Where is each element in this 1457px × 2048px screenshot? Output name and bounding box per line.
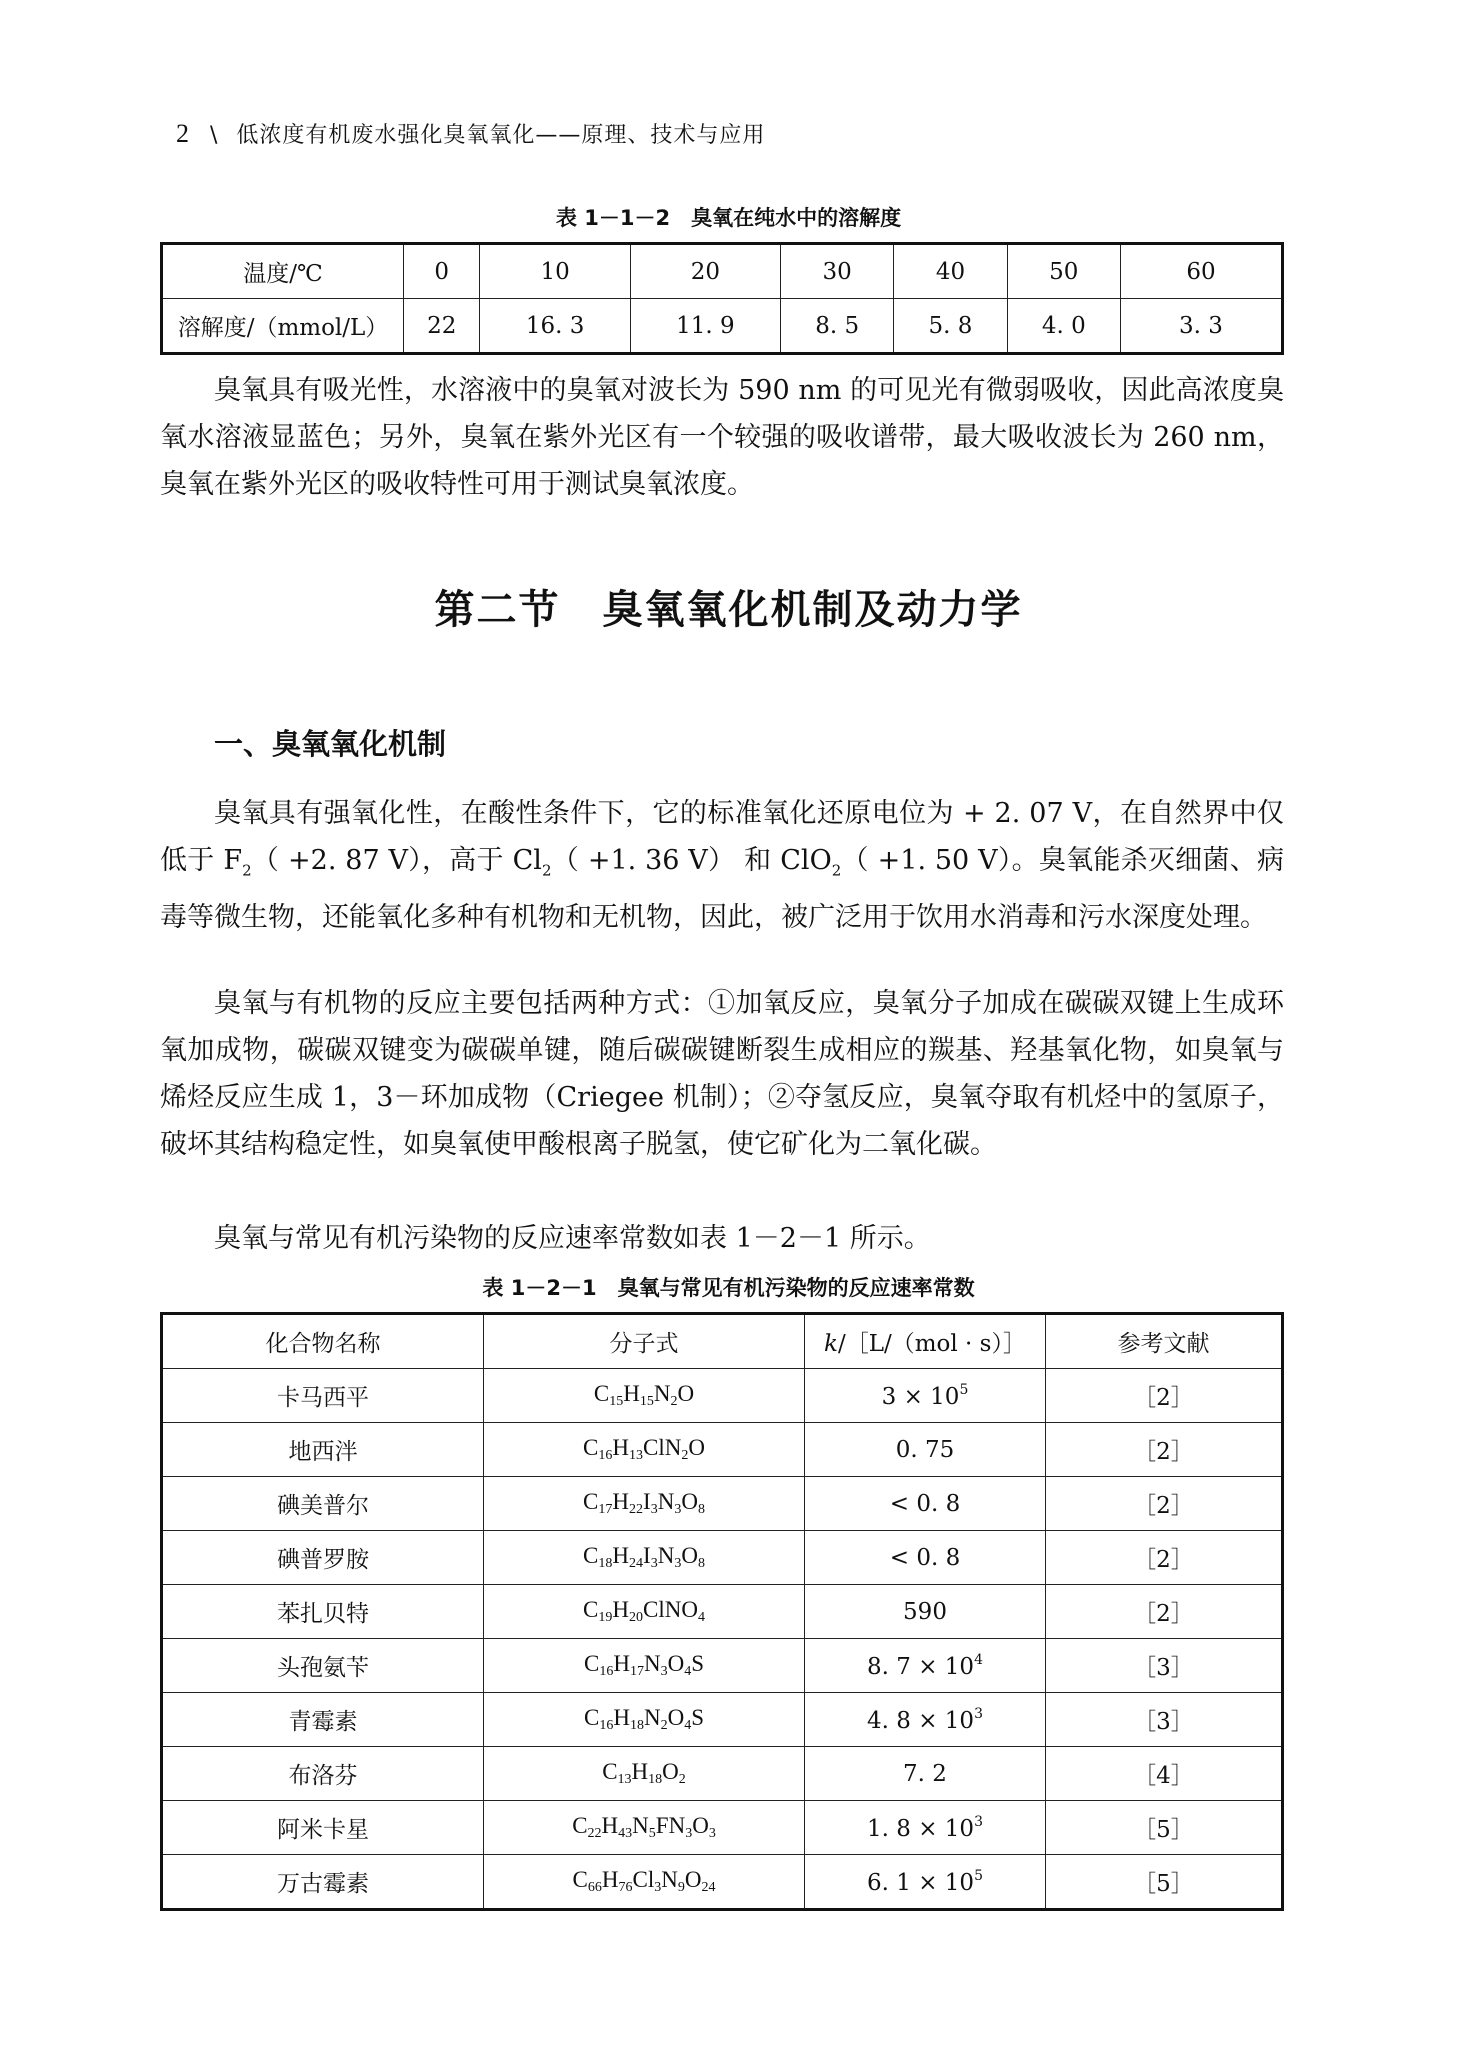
header-reference: 参考文献: [1046, 1314, 1283, 1369]
header-rate-constant: [805, 1314, 1046, 1369]
reference-cell: ［3］: [1046, 1639, 1283, 1693]
table-row: [162, 1423, 1283, 1477]
reference-cell: ［2］: [1046, 1423, 1283, 1477]
section-title: 第二节 臭氧氧化机制及动力学: [434, 586, 1023, 633]
paragraph-reactions: 臭氧与有机物的反应主要包括两种方式：①加氧反应，臭氧分子加成在碳碳双键上生成环氧加成物，碳碳双键变为碳碳单键，随后碳碳键断裂生成相应的羰基、羟基氧化物，如臭氧与烯烃反应生成 1，3－环加成物（Criegee 机制）；②夺氢反应，臭氧夺取有机烃中的氢原子，破坏其结构稳定性，如臭氧使甲酸根离子脱氢，使它矿化为二氧化碳。: [160, 988, 1284, 1160]
rate-constant-cell: 0. 75: [805, 1423, 1046, 1477]
temp-cell: 40: [894, 244, 1007, 299]
solubility-label: 溶解度/（mmol/L）: [162, 299, 404, 354]
reference-cell: ［2］: [1046, 1531, 1283, 1585]
rate-constant-table: [160, 1312, 1284, 1911]
cl2-subscript: 2: [541, 861, 552, 880]
table1-caption: 表 1－1－2 臭氧在纯水中的溶解度: [555, 206, 902, 230]
reference-cell: ［5］: [1046, 1801, 1283, 1855]
rate-constant-cell: 590: [805, 1585, 1046, 1639]
paragraph-table-ref: 臭氧与常见有机污染物的反应速率常数如表 1－2－1 所示。: [214, 1223, 931, 1254]
solubility-row: [162, 299, 1283, 354]
solubility-cell: 8. 5: [781, 299, 894, 354]
formula-cell: $C_{16}H_{18}N_2O_4S$: [484, 1693, 805, 1747]
solubility-cell: 16. 3: [480, 299, 630, 354]
table2-caption: 表 1－2－1 臭氧与常见有机污染物的反应速率常数: [482, 1276, 975, 1300]
rate-constant-cell: 8. $7 \times 10^4$: [805, 1639, 1046, 1693]
compound-name-cell: 青霉素: [162, 1693, 484, 1747]
rate-constant-cell: 4. $8 \times 10^3$: [805, 1693, 1046, 1747]
solubility-cell: 11. 9: [630, 299, 780, 354]
table-row: [162, 1531, 1283, 1585]
rate-constant-cell: < 0. 8: [805, 1531, 1046, 1585]
reference-cell: ［2］: [1046, 1369, 1283, 1423]
k-unit: /［L/（mol · s）］: [837, 1331, 1026, 1357]
paragraph-oxidation: [160, 790, 1284, 941]
header-formula: 分子式: [484, 1314, 805, 1369]
clo2-subscript: 2: [831, 861, 842, 880]
solubility-cell: 4. 0: [1007, 299, 1120, 354]
reference-cell: ［5］: [1046, 1855, 1283, 1910]
reference-cell: ［4］: [1046, 1747, 1283, 1801]
formula-cell: $C_{17}H_{22}I_3N_3O_8$: [484, 1477, 805, 1531]
compound-name-cell: 阿米卡星: [162, 1801, 484, 1855]
reference-cell: ［3］: [1046, 1693, 1283, 1747]
compound-name-cell: 苯扎贝特: [162, 1585, 484, 1639]
table-row: [162, 1855, 1283, 1910]
compound-name-cell: 万古霉素: [162, 1855, 484, 1910]
compound-name-cell: 头孢氨苄: [162, 1639, 484, 1693]
table-row: [162, 1801, 1283, 1855]
para2-text-1: 臭氧具有强氧化性，在酸性条件下，它的标准氧化还原电位为 + 2. 07 V，在自然界中仅低于 F: [160, 798, 1284, 876]
solubility-cell: 3. 3: [1121, 299, 1283, 354]
paragraph-absorption: 臭氧具有吸光性，水溶液中的臭氧对波长为 590 nm 的可见光有微弱吸收，因此高浓度臭氧水溶液显蓝色；另外，臭氧在紫外光区有一个较强的吸收谱带，最大吸收波长为 260 nm，臭氧在紫外光区的吸收特性可用于测试臭氧浓度。: [160, 375, 1284, 500]
formula-cell: $C_{66}H_{76}Cl_3N_9O_{24}$: [484, 1855, 805, 1910]
temperature-label: 温度/℃: [162, 244, 404, 299]
reference-cell: ［2］: [1046, 1477, 1283, 1531]
compound-name-cell: 布洛芬: [162, 1747, 484, 1801]
compound-name-cell: 地西泮: [162, 1423, 484, 1477]
table-row: [162, 1747, 1283, 1801]
para2-text-2: （ +2. 87 V），高于 Cl: [251, 845, 542, 876]
table2-header-row: [162, 1314, 1283, 1369]
temp-cell: 10: [480, 244, 630, 299]
solubility-cell: 5. 8: [894, 299, 1007, 354]
temp-cell: 30: [781, 244, 894, 299]
compound-name-cell: 碘美普尔: [162, 1477, 484, 1531]
header-separator: \: [210, 123, 219, 148]
compound-name-cell: 卡马西平: [162, 1369, 484, 1423]
formula-cell: $C_{19}H_{20}ClNO_4$: [484, 1585, 805, 1639]
solubility-cell: 22: [404, 299, 480, 354]
header-compound-name: 化合物名称: [162, 1314, 484, 1369]
temp-cell: 50: [1007, 244, 1120, 299]
subsection-title: 一、臭氧氧化机制: [214, 727, 447, 761]
temperature-row: [162, 244, 1283, 299]
formula-cell: $C_{16}H_{13}ClN_2O$: [484, 1423, 805, 1477]
temp-cell: 60: [1121, 244, 1283, 299]
formula-cell: $C_{18}H_{24}I_3N_3O_8$: [484, 1531, 805, 1585]
running-header: [176, 118, 765, 149]
temp-cell: 0: [404, 244, 480, 299]
para2-text-3: （ +1. 36 V） 和 ClO: [551, 845, 832, 876]
formula-cell: $C_{13}H_{18}O_2$: [484, 1747, 805, 1801]
table-row: [162, 1477, 1283, 1531]
formula-cell: $C_{16}H_{17}N_3O_4S$: [484, 1639, 805, 1693]
rate-constant-cell: $3 \times 10^5$: [805, 1369, 1046, 1423]
page-number: 2: [176, 119, 190, 148]
f2-subscript: 2: [242, 861, 252, 880]
rate-constant-cell: < 0. 8: [805, 1477, 1046, 1531]
compound-name-cell: 碘普罗胺: [162, 1531, 484, 1585]
formula-cell: $C_{22}H_{43}N_5FN_3O_3$: [484, 1801, 805, 1855]
para2-text-4: （ +1. 50 V）。臭氧能杀灭细菌、病毒等微生物，还能氧化多种有机物和无机物，因此，被广泛用于饮用水消毒和污水深度处理。: [160, 845, 1284, 934]
table-row: [162, 1639, 1283, 1693]
solubility-table: [160, 242, 1284, 355]
formula-cell: $C_{15}H_{15}N_2O$: [484, 1369, 805, 1423]
temp-cell: 20: [630, 244, 780, 299]
book-title: 低浓度有机废水强化臭氧氧化——原理、技术与应用: [236, 123, 766, 148]
k-symbol: k: [824, 1331, 838, 1357]
table-row: [162, 1585, 1283, 1639]
reference-cell: ［2］: [1046, 1585, 1283, 1639]
rate-constant-cell: 1. $8 \times 10^3$: [805, 1801, 1046, 1855]
table-row: [162, 1693, 1283, 1747]
rate-constant-cell: 6. $1 \times 10^5$: [805, 1855, 1046, 1910]
table-row: [162, 1369, 1283, 1423]
rate-constant-cell: 7. 2: [805, 1747, 1046, 1801]
